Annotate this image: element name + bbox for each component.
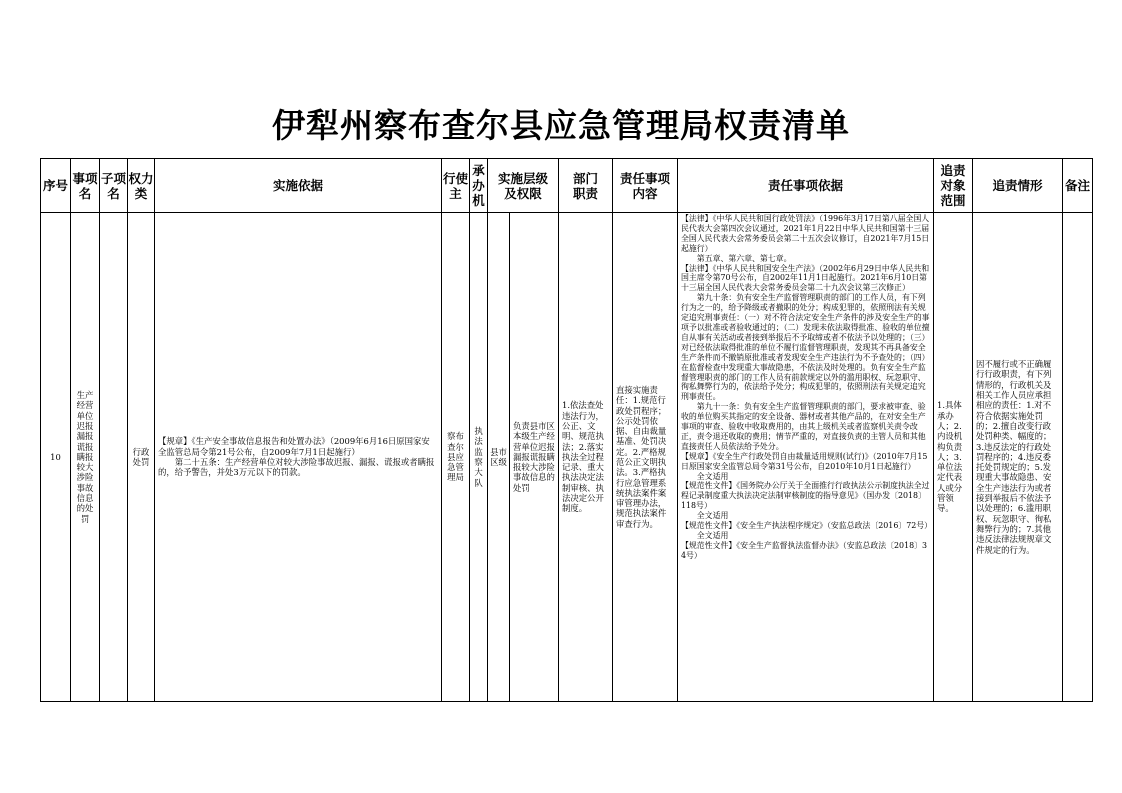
resp-basis-line: 【法律】《中华人民共和国行政处罚法》（1996年3月17日第八届全国人民代表大会第四次会议通过，2021年1月22日中华人民共和国第十三届全国人民代表大会常务委员会第二十五次会议修订，自2021年7月15日起施行）	[681, 214, 930, 253]
header-actor: 行使主	[442, 159, 470, 213]
header-row	[41, 159, 1093, 213]
basis-article: 第二十五条：生产经营单位对较大涉险事故迟报、漏报、谎报或者瞒报的，给予警告，并处3万元以下的罚款。	[158, 457, 435, 478]
resp-basis-line: 【法律】《中华人民共和国安全生产法》（2002年6月29日中华人民共和国主席令第70号公布，自2002年11月1日起施行。2021年6月10日第十三届全国人民代表大会常务委员会第二十九次会议第三次修正）	[681, 263, 930, 293]
cell-level-a: 县市区级	[488, 213, 510, 702]
responsibility-table	[40, 158, 1093, 702]
resp-basis-line: 第五章、第六章、第七章。	[696, 253, 792, 263]
header-level: 实施层级及权限	[488, 159, 559, 213]
header-scope: 追责对象范围	[934, 159, 973, 213]
cell-duty: 1.依法查处违法行为，公正、文明、规范执法；2.落实执法全过程记录、重大执法决定法制审核、执法决定公开制度。	[559, 213, 613, 702]
resp-basis-line: 【规章】《安全生产行政处罚自由裁量适用规则(试行)》（2010年7月15日原国家安全监管总局令第31号公布，自2010年10月1日起施行）	[681, 451, 928, 471]
resp-basis-line: 全文适用	[696, 511, 729, 521]
header-resp-basis: 责任事项依据	[678, 159, 934, 213]
header-dept: 承办机	[470, 159, 488, 213]
header-duty: 部门职责	[559, 159, 613, 213]
cell-actor: 察布查尔县应急管理局	[442, 213, 470, 702]
resp-basis-line: 【规范性文件】《安全生产执法程序规定》（安监总政法〔2016〕72号）	[681, 521, 933, 531]
cell-subitem	[100, 213, 128, 702]
cell-resp-basis	[678, 213, 934, 702]
table-row	[41, 213, 1093, 702]
resp-basis-line: 【规范性文件】《国务院办公厅关于全面推行行政执法公示制度执法全过程记录制度重大执法决定法制审核制度的指导意见》（国办发〔2018〕118号）	[681, 481, 930, 511]
header-seq: 序号	[41, 159, 71, 213]
cell-situation: 因不履行或不正确履行行政职责，有下列情形的，行政机关及相关工作人员应承担相应的责任：1.对不符合依据实施处罚的；2.擅自改变行政处罚种类、幅度的；3.违反法定的行政处罚程序的；4.违反委托处罚规定的；5.发现重大事故隐患、安全生产违法行为或者接到举报后不依法予以处理的；6.滥用职权、玩忽职守、徇私舞弊行为的；7.其他违反法律法规规章文件规定的行为。	[973, 213, 1063, 702]
cell-seq: 10	[41, 213, 71, 702]
basis-source: 【规章】《生产安全事故信息报告和处置办法》（2009年6月16日原国家安全监管总局令第21号公布，自2009年7月1日起施行）	[158, 436, 430, 457]
cell-basis	[155, 213, 442, 702]
resp-basis-line: 第九十条：负有安全生产监督管理职责的部门的工作人员，有下列行为之一的，给予降级或者撤职的处分；构成犯罪的，依照刑法有关规定追究刑事责任：（一）对不符合法定安全生产条件的涉及安全生产的事项予以批准或者验收通过的；（二）发现未依法取得批准、验收的单位擅自从事有关活动或者接到举报后不予取缔或者不依法予以处理的；（三）对已经依法取得批准的单位不履行监督管理职责，发现其不再具备安全生产条件而不撤销原批准或者发现安全生产违法行为不予查处的；（四）在监督检查中发现重大事故隐患，不依法及时处理的。负有安全生产监督管理职责的部门的工作人员有前款规定以外的滥用职权、玩忽职守、徇私舞弊行为的，依法给予处分；构成犯罪的，依照刑法有关规定追究刑事责任。	[681, 293, 930, 402]
header-situation: 追责情形	[973, 159, 1063, 213]
cell-dept: 执法监察大队	[470, 213, 488, 702]
header-remark: 备注	[1063, 159, 1093, 213]
header-subitem: 子项名	[100, 159, 128, 213]
cell-remark	[1063, 213, 1093, 702]
cell-scope: 1.具体承办人；2.内设机构负责人；3.单位法定代表人或分管领导。	[934, 213, 973, 702]
cell-resp-content: 直接实施责任：1.规范行政处罚程序；公示处罚依据、自由裁量基准、处罚决定。2.严格规范公正文明执法。3.严格执行应急管理系统执法案件案审管理办法，规范执法案件审查行为。	[613, 213, 678, 702]
page-title: 伊犁州察布查尔县应急管理局权责清单	[272, 106, 850, 145]
resp-basis-line: 全文适用	[696, 471, 729, 481]
cell-item: 生产经营单位迟报漏报谎报瞒报较大涉险事故信息的处罚	[71, 213, 100, 702]
header-resp-content: 责任事项内容	[613, 159, 678, 213]
header-power-type: 权力类	[128, 159, 155, 213]
resp-basis-line: 【规范性文件】《安全生产监督执法监督办法》（安监总政法〔2018〕34号）	[681, 540, 928, 560]
header-basis: 实施依据	[155, 159, 442, 213]
cell-level-b: 负责县市区本级生产经营单位迟报漏报谎报瞒报较大涉险事故信息的处罚	[510, 213, 559, 702]
resp-basis-line: 全文适用	[696, 531, 729, 540]
header-item: 事项名	[71, 159, 100, 213]
cell-power-type: 行政处罚	[128, 213, 155, 702]
resp-basis-line: 第九十一条：负有安全生产监督管理职责的部门，要求被审查、验收的单位购买其指定的安全设备、器材或者其他产品的，在对安全生产事项的审查、验收中收取费用的，由其上级机关或者监察机关责令改正，责令退还收取的费用；情节严重的，对直接负责的主管人员和其他直接责任人员依法给予处分。	[681, 402, 926, 451]
